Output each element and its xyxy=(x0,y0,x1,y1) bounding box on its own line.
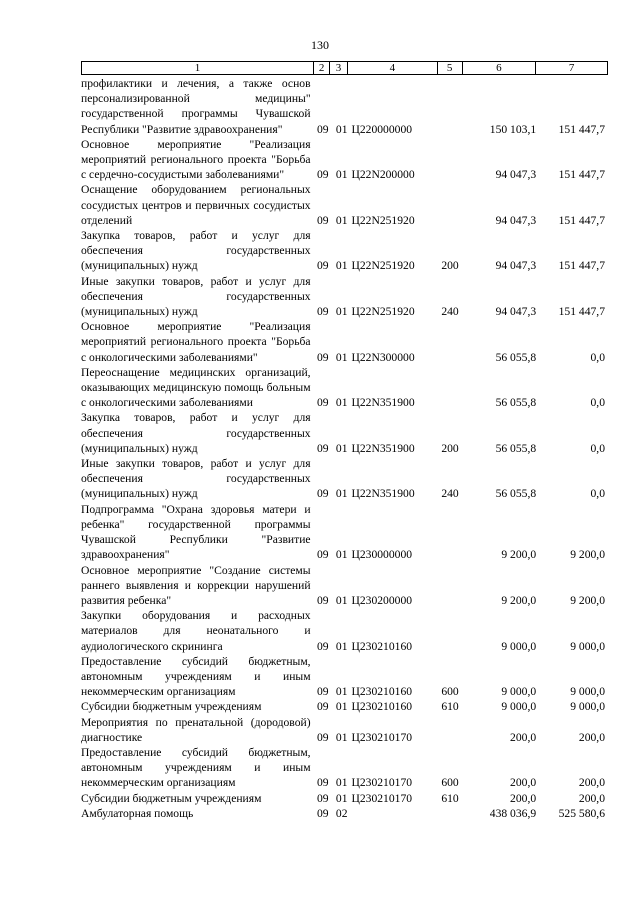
row-section: 09 xyxy=(316,441,329,455)
row-section: 09 xyxy=(316,548,329,562)
table-row xyxy=(81,76,608,137)
row-amount-year2: 525 580,6 xyxy=(558,806,605,820)
table-row xyxy=(81,365,608,411)
row-target-code: Ц22N200000 xyxy=(351,168,415,182)
row-section: 09 xyxy=(316,213,329,227)
row-subsection: 02 xyxy=(335,806,348,820)
row-name: Предоставление субсидий бюджетным, автономным учреждениям и иным некоммерческим организациям xyxy=(81,745,311,790)
row-expense-type: 200 xyxy=(441,441,459,455)
row-subsection: 01 xyxy=(335,776,348,790)
row-section: 09 xyxy=(316,806,329,820)
header-col-3: 3 xyxy=(329,62,347,74)
row-name: Подпрограмма "Охрана здоровья матери и ребенка" государственной программы Чувашской Республики "Развитие здравоохранения" xyxy=(81,502,311,562)
row-name: Амбулаторная помощь xyxy=(81,806,194,820)
row-subsection: 01 xyxy=(335,441,348,455)
row-amount-year2: 9 000,0 xyxy=(570,685,605,699)
row-amount-year1: 9 200,0 xyxy=(501,593,537,607)
row-target-code: Ц230200000 xyxy=(351,593,413,607)
row-name: Субсидии бюджетным учреждениям xyxy=(81,791,262,805)
table-row xyxy=(81,791,608,806)
row-expense-type: 240 xyxy=(441,487,459,501)
row-target-code: Ц22N351900 xyxy=(351,441,415,455)
header-col-4: 4 xyxy=(347,62,437,74)
row-name: Закупка товаров, работ и услуг для обеспечения государственных (муниципальных) нужд xyxy=(81,229,311,273)
row-section: 09 xyxy=(316,168,329,182)
header-col-5: 5 xyxy=(437,62,462,74)
row-amount-year1: 438 036,9 xyxy=(489,806,537,820)
row-expense-type: 600 xyxy=(441,685,459,699)
row-subsection: 01 xyxy=(335,593,348,607)
table-row xyxy=(81,699,608,714)
row-amount-year2: 0,0 xyxy=(590,350,605,364)
row-section: 09 xyxy=(316,396,329,410)
row-amount-year1: 200,0 xyxy=(510,791,537,805)
header-col-7: 7 xyxy=(535,62,607,74)
row-target-code: Ц22N251920 xyxy=(351,213,415,227)
row-subsection: 01 xyxy=(335,685,348,699)
row-amount-year2: 9 200,0 xyxy=(570,548,605,562)
table-row xyxy=(81,137,608,183)
table-row xyxy=(81,745,608,791)
row-amount-year2: 151 447,7 xyxy=(558,168,605,182)
row-target-code: Ц230210160 xyxy=(351,639,413,653)
table-row xyxy=(81,608,608,654)
row-section: 09 xyxy=(316,593,329,607)
row-name: Субсидии бюджетным учреждениям xyxy=(81,700,262,714)
table-row xyxy=(81,228,608,274)
table-row xyxy=(81,563,608,609)
row-target-code: Ц220000000 xyxy=(351,122,413,136)
row-amount-year2: 151 447,7 xyxy=(558,122,605,136)
row-subsection: 01 xyxy=(335,168,348,182)
row-name: Основное мероприятие "Реализация мероприятий регионального проекта "Борьба с сердечно-сосудистыми заболеваниями" xyxy=(81,137,311,182)
row-name: Закупки оборудования и расходных материалов для неонатального и аудиологического скрининга xyxy=(81,609,311,653)
row-amount-year2: 9 000,0 xyxy=(570,639,605,653)
row-amount-year2: 0,0 xyxy=(590,396,605,410)
row-amount-year2: 200,0 xyxy=(578,776,605,790)
header-col-2: 2 xyxy=(313,62,329,74)
row-amount-year1: 9 000,0 xyxy=(501,639,537,653)
row-subsection: 01 xyxy=(335,487,348,501)
table-row xyxy=(81,456,608,502)
row-section: 09 xyxy=(316,685,329,699)
row-subsection: 01 xyxy=(335,791,348,805)
row-section: 09 xyxy=(316,305,329,319)
row-section: 09 xyxy=(316,122,329,136)
row-name: Основное мероприятие "Реализация мероприятий регионального проекта "Борьба с онкологическими заболеваниями" xyxy=(81,320,311,364)
row-section: 09 xyxy=(316,487,329,501)
row-name: Переоснащение медицинских организаций, оказывающих медицинскую помощь больным с онкологическими заболеваниями xyxy=(81,365,311,410)
row-amount-year2: 200,0 xyxy=(578,730,605,744)
row-name: профилактики и лечения, а также основ персонализированной медицины" государственной программы Чувашской Республики "Развитие здравоохранения" xyxy=(81,77,311,136)
row-amount-year2: 0,0 xyxy=(590,487,605,501)
row-target-code: Ц230210170 xyxy=(351,776,413,790)
header-col-1: 1 xyxy=(194,62,201,74)
row-amount-year1: 9 200,0 xyxy=(501,548,537,562)
row-amount-year1: 56 055,8 xyxy=(495,487,537,501)
table-row xyxy=(81,806,608,821)
row-expense-type: 240 xyxy=(441,305,459,319)
row-subsection: 01 xyxy=(335,700,348,714)
row-amount-year2: 151 447,7 xyxy=(558,213,605,227)
table-header xyxy=(81,61,608,75)
row-subsection: 01 xyxy=(335,396,348,410)
row-amount-year1: 9 000,0 xyxy=(501,685,537,699)
row-amount-year1: 200,0 xyxy=(510,776,537,790)
table-row xyxy=(81,319,608,365)
row-name: Закупка товаров, работ и услуг для обеспечения государственных (муниципальных) нужд xyxy=(81,411,311,455)
row-amount-year1: 150 103,1 xyxy=(489,122,537,136)
row-amount-year1: 94 047,3 xyxy=(495,168,537,182)
row-target-code: Ц230210170 xyxy=(351,730,413,744)
row-amount-year1: 200,0 xyxy=(510,730,537,744)
table-row xyxy=(81,502,608,563)
row-expense-type: 610 xyxy=(441,791,459,805)
row-subsection: 01 xyxy=(335,305,348,319)
row-name: Мероприятия по пренатальной (дородовой) диагностике xyxy=(81,715,311,744)
row-expense-type: 600 xyxy=(441,776,459,790)
row-subsection: 01 xyxy=(335,548,348,562)
row-target-code: Ц230210160 xyxy=(351,700,413,714)
row-section: 09 xyxy=(316,259,329,273)
row-name: Основное мероприятие "Создание системы раннего выявления и коррекции нарушений развития ребенка" xyxy=(81,563,311,607)
row-section: 09 xyxy=(316,700,329,714)
row-amount-year2: 9 000,0 xyxy=(570,700,605,714)
row-subsection: 01 xyxy=(335,259,348,273)
row-subsection: 01 xyxy=(335,122,348,136)
row-subsection: 01 xyxy=(335,213,348,227)
row-target-code: Ц230210170 xyxy=(351,791,413,805)
row-target-code: Ц22N251920 xyxy=(351,305,415,319)
row-name: Иные закупки товаров, работ и услуг для обеспечения государственных (муниципальных) нужд xyxy=(81,457,311,501)
row-section: 09 xyxy=(316,730,329,744)
row-name: Оснащение оборудованием региональных сосудистых центров и первичных сосудистых отделений xyxy=(81,183,311,227)
row-target-code: Ц22N300000 xyxy=(351,350,415,364)
row-name: Иные закупки товаров, работ и услуг для обеспечения государственных (муниципальных) нужд xyxy=(81,274,311,319)
row-target-code: Ц230210160 xyxy=(351,685,413,699)
row-section: 09 xyxy=(316,791,329,805)
row-amount-year1: 56 055,8 xyxy=(495,350,537,364)
table-row xyxy=(81,182,608,228)
page-number: 130 xyxy=(311,38,329,52)
row-expense-type: 610 xyxy=(441,700,459,714)
table-row xyxy=(81,410,608,456)
row-amount-year1: 94 047,3 xyxy=(495,305,537,319)
row-amount-year2: 0,0 xyxy=(590,441,605,455)
row-amount-year1: 94 047,3 xyxy=(495,259,537,273)
table-row xyxy=(81,715,608,745)
row-amount-year2: 151 447,7 xyxy=(558,259,605,273)
row-subsection: 01 xyxy=(335,350,348,364)
row-expense-type: 200 xyxy=(441,259,459,273)
row-amount-year1: 56 055,8 xyxy=(495,396,537,410)
row-target-code: Ц22N351900 xyxy=(351,396,415,410)
row-amount-year1: 94 047,3 xyxy=(495,213,537,227)
row-subsection: 01 xyxy=(335,730,348,744)
table-row xyxy=(81,274,608,320)
row-section: 09 xyxy=(316,639,329,653)
row-target-code: Ц22N351900 xyxy=(351,487,415,501)
row-subsection: 01 xyxy=(335,639,348,653)
row-target-code: Ц230000000 xyxy=(351,548,413,562)
row-amount-year2: 200,0 xyxy=(578,791,605,805)
row-section: 09 xyxy=(316,776,329,790)
row-amount-year2: 151 447,7 xyxy=(558,305,605,319)
row-section: 09 xyxy=(316,350,329,364)
row-amount-year1: 56 055,8 xyxy=(495,441,537,455)
row-name: Предоставление субсидий бюджетным, автономным учреждениям и иным некоммерческим организациям xyxy=(81,654,311,699)
row-amount-year2: 9 200,0 xyxy=(570,593,605,607)
header-col-6: 6 xyxy=(462,62,536,74)
table-row xyxy=(81,654,608,700)
row-amount-year1: 9 000,0 xyxy=(501,700,537,714)
table-body xyxy=(81,76,608,821)
row-target-code: Ц22N251920 xyxy=(351,259,415,273)
